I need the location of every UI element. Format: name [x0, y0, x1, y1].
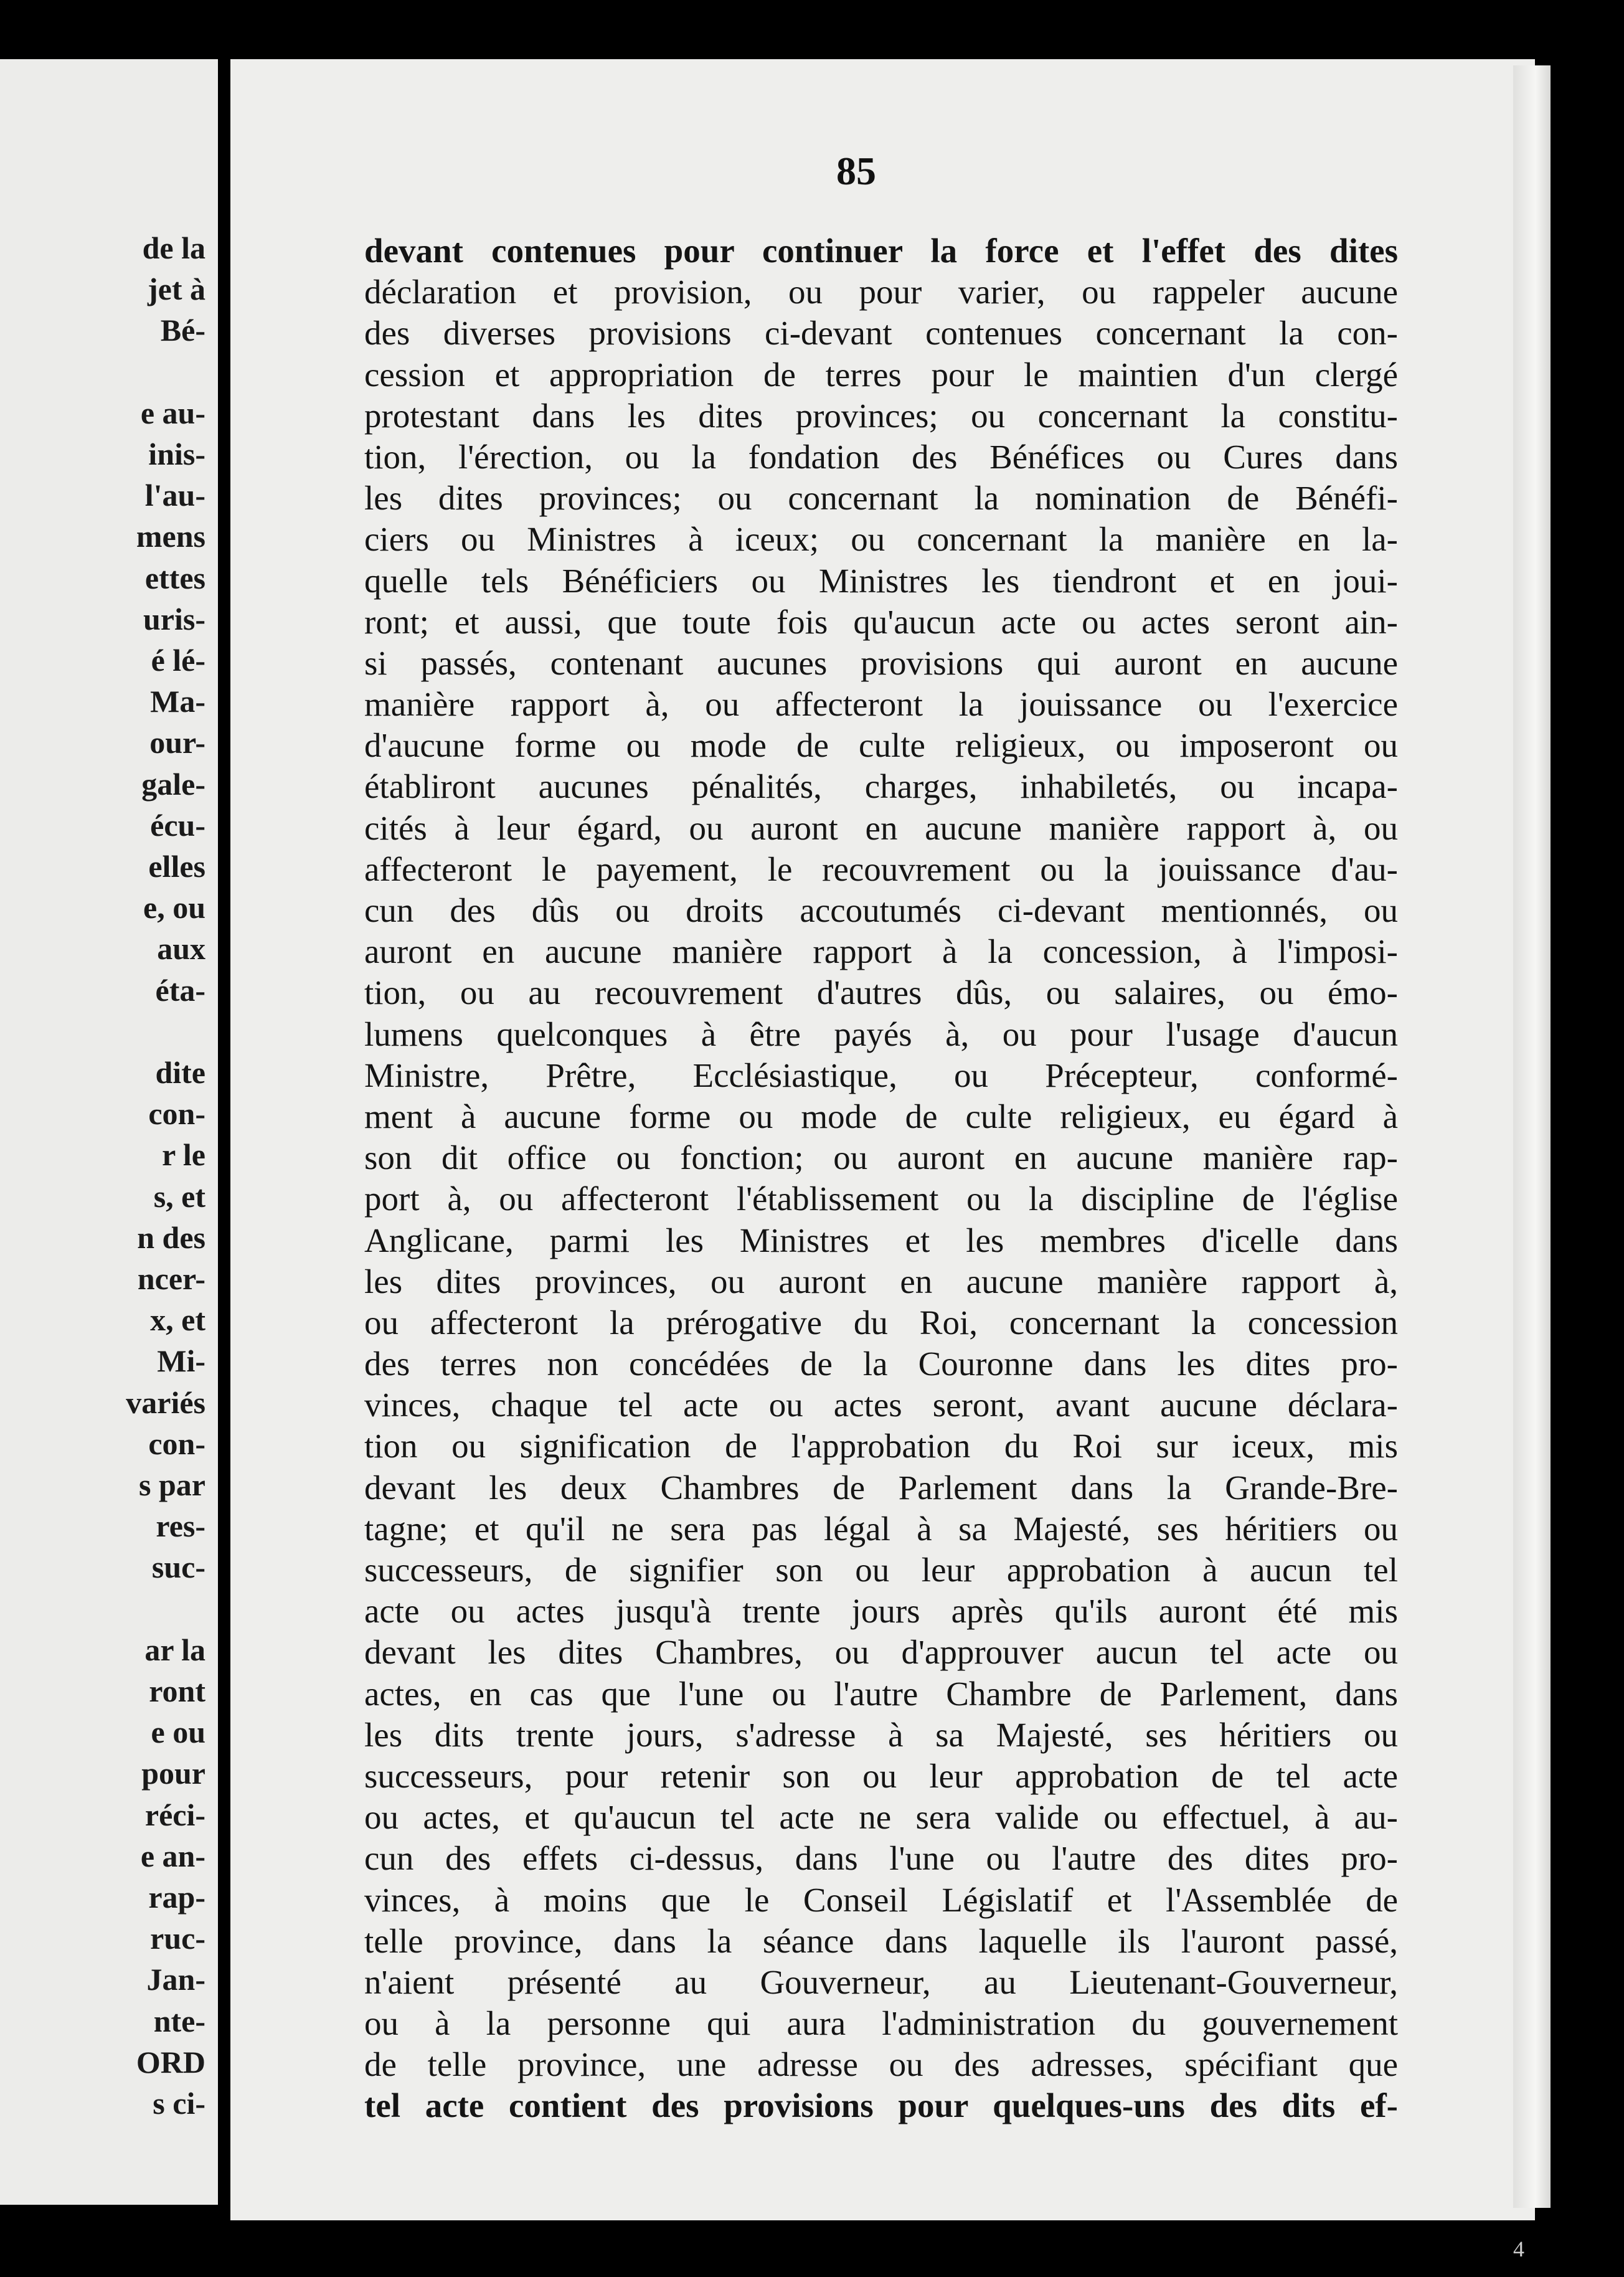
- left-fragment-line: uris-: [143, 601, 205, 637]
- text-line: tel acte contient des provisions pour quelques-uns des dits ef-: [364, 2086, 1398, 2125]
- text-line: vinces, chaque tel acte ou actes seront, avant aucune déclara-: [364, 1386, 1398, 1424]
- text-line: acte ou actes jusqu'à trente jours après qu'ils auront été mis: [364, 1592, 1398, 1631]
- text-line: ou actes, et qu'aucun tel acte ne sera valide ou effectuel, à au-: [364, 1798, 1398, 1837]
- text-line: tion ou signification de l'approbation du Roi sur iceux, mis: [364, 1427, 1398, 1465]
- text-line: cun des dûs ou droits accoutumés ci-devant mentionnés, ou: [364, 891, 1398, 929]
- left-fragment-line: pour: [141, 1756, 205, 1791]
- left-fragment-line: aux: [157, 931, 205, 967]
- left-fragment-line: dite: [155, 1055, 205, 1090]
- left-fragment-line: n des: [137, 1219, 205, 1255]
- text-line: telle province, dans la séance dans laquelle ils l'auront passé,: [364, 1921, 1398, 1960]
- left-fragment-line: con-: [148, 1426, 205, 1461]
- text-line: cun des effets ci-dessus, dans l'une ou l'autre des dites pro-: [364, 1839, 1398, 1878]
- text-line: n'aient présenté au Gouverneur, au Lieutenant-Gouverneur,: [364, 1962, 1398, 2001]
- text-line: affecteront le payement, le recouvrement ou la jouissance d'au-: [364, 850, 1398, 888]
- left-fragment-line: ront: [149, 1673, 205, 1708]
- page-gutter: [218, 59, 230, 2205]
- left-fragment-line: elles: [148, 849, 205, 884]
- left-fragment-line: Ma-: [150, 684, 205, 719]
- text-line: ront; et aussi, que toute fois qu'aucun acte ou actes seront ain-: [364, 602, 1398, 641]
- left-fragment-line: variés: [126, 1385, 205, 1420]
- text-line: tion, l'érection, ou la fondation des Bénéfices ou Cures dans: [364, 437, 1398, 476]
- left-fragment-line: x, et: [150, 1302, 205, 1338]
- text-line: ment à aucune forme ou mode de culte religieux, eu égard à: [364, 1097, 1398, 1135]
- text-line: déclaration et provision, ou pour varier, ou rappeler aucune: [364, 273, 1398, 311]
- left-fragment-line: e, ou: [143, 890, 205, 925]
- left-fragment-line: ORD: [136, 2044, 205, 2080]
- left-fragment-line: Bé-: [160, 313, 205, 348]
- text-line: établiront aucunes pénalités, charges, inhabiletés, ou incapa-: [364, 767, 1398, 806]
- left-fragment-line: s par: [139, 1467, 205, 1502]
- text-line: les dits trente jours, s'adresse à sa Majesté, ses héritiers ou: [364, 1715, 1398, 1754]
- left-fragment-line: s ci-: [153, 2086, 205, 2121]
- text-line: son dit office ou fonction; ou auront en aucune manière rap-: [364, 1138, 1398, 1177]
- left-fragment-line: r le: [162, 1137, 205, 1173]
- page-edge: [1513, 65, 1551, 2208]
- left-fragment-line: nte-: [153, 2003, 205, 2038]
- text-line: les dites provinces; ou concernant la nomination de Bénéfi-: [364, 479, 1398, 518]
- text-line: lumens quelconques à être payés à, ou pour l'usage d'aucun: [364, 1015, 1398, 1053]
- left-fragment-line: éta-: [155, 972, 205, 1008]
- left-fragment-line: mens: [136, 519, 205, 554]
- text-line: d'aucune forme ou mode de culte religieux, ou imposeront ou: [364, 726, 1398, 765]
- left-fragment-line: e ou: [151, 1715, 205, 1750]
- text-line: auront en aucune manière rapport à la concession, à l'imposi-: [364, 932, 1398, 971]
- left-fragment-line: our-: [149, 725, 205, 760]
- text-line: devant les deux Chambres de Parlement dans la Grande-Bre-: [364, 1468, 1398, 1507]
- left-fragment-line: ruc-: [150, 1921, 205, 1956]
- text-line: des diverses provisions ci-devant contenues concernant la con-: [364, 314, 1398, 353]
- text-line: de telle province, une adresse ou des adresses, spécifiant que: [364, 2045, 1398, 2084]
- left-fragment-line: l'au-: [144, 478, 205, 513]
- text-line: quelle tels Bénéficiers ou Ministres les tiendront et en joui-: [364, 561, 1398, 600]
- text-line: ou affecteront la prérogative du Roi, concernant la concession: [364, 1303, 1398, 1342]
- left-fragment-line: ettes: [144, 560, 205, 595]
- text-line: tagne; et qu'il ne sera pas légal à sa Majesté, ses héritiers ou: [364, 1509, 1398, 1548]
- page-number: 85: [836, 149, 876, 193]
- left-fragment-line: écu-: [150, 807, 205, 843]
- corner-mark: 4: [1513, 2237, 1524, 2261]
- left-fragment-line: rap-: [148, 1880, 205, 1915]
- text-line: devant contenues pour continuer la force et l'effet des dites: [364, 232, 1398, 270]
- left-fragment-line: suc-: [151, 1550, 205, 1585]
- text-line: actes, en cas que l'une ou l'autre Chambre de Parlement, dans: [364, 1674, 1398, 1713]
- left-fragment-line: con-: [148, 1096, 205, 1132]
- left-fragment-line: réci-: [144, 1797, 205, 1832]
- left-fragment-line: inis-: [148, 437, 205, 471]
- left-fragment-line: ar la: [144, 1632, 205, 1667]
- left-fragment-line: jet à: [148, 272, 205, 307]
- text-line: ou à la personne qui aura l'administration du gouvernement: [364, 2004, 1398, 2043]
- left-fragment-line: ncer-: [137, 1261, 205, 1296]
- text-line: cités à leur égard, ou auront en aucune manière rapport à, ou: [364, 808, 1398, 847]
- text-line: port à, ou affecteront l'établissement ou la discipline de l'église: [364, 1180, 1398, 1218]
- left-fragment-line: Jan-: [146, 1962, 205, 1997]
- text-line: les dites provinces, ou auront en aucune manière rapport à,: [364, 1262, 1398, 1300]
- left-page-fragment: [0, 59, 218, 2205]
- left-fragment-line: e an-: [140, 1838, 205, 1873]
- text-line: cession et appropriation de terres pour le maintien d'un clergé: [364, 355, 1398, 394]
- text-line: si passés, contenant aucunes provisions qui auront en aucune: [364, 643, 1398, 682]
- left-fragment-line: res-: [156, 1508, 205, 1544]
- left-fragment-line: de la: [142, 230, 205, 265]
- left-fragment-line: e au-: [140, 395, 205, 430]
- text-line: Ministre, Prêtre, Ecclésiastique, ou Précepteur, conformé-: [364, 1056, 1398, 1094]
- text-line: ciers ou Ministres à iceux; ou concernant la manière en la-: [364, 520, 1398, 559]
- text-line: manière rapport à, ou affecteront la jouissance ou l'exercice: [364, 685, 1398, 724]
- text-line: successeurs, de signifier son ou leur approbation à aucun tel: [364, 1551, 1398, 1589]
- text-line: devant les dites Chambres, ou d'approuver aucun tel acte ou: [364, 1633, 1398, 1672]
- text-line: Anglicane, parmi les Ministres et les membres d'icelle dans: [364, 1221, 1398, 1259]
- left-fragment-line: é lé-: [151, 643, 205, 678]
- text-line: protestant dans les dites provinces; ou concernant la constitu-: [364, 396, 1398, 435]
- left-fragment-line: s, et: [153, 1178, 205, 1214]
- text-line: des terres non concédées de la Couronne dans les dites pro-: [364, 1345, 1398, 1383]
- text-line: successeurs, pour retenir son ou leur approbation de tel acte: [364, 1756, 1398, 1795]
- text-line: tion, ou au recouvrement d'autres dûs, ou salaires, ou émo-: [364, 973, 1398, 1012]
- text-line: vinces, à moins que le Conseil Législatif et l'Assemblée de: [364, 1880, 1398, 1919]
- left-fragment-line: Mi-: [157, 1343, 205, 1379]
- left-fragment-line: gale-: [141, 766, 205, 802]
- body-text: [364, 230, 1398, 2127]
